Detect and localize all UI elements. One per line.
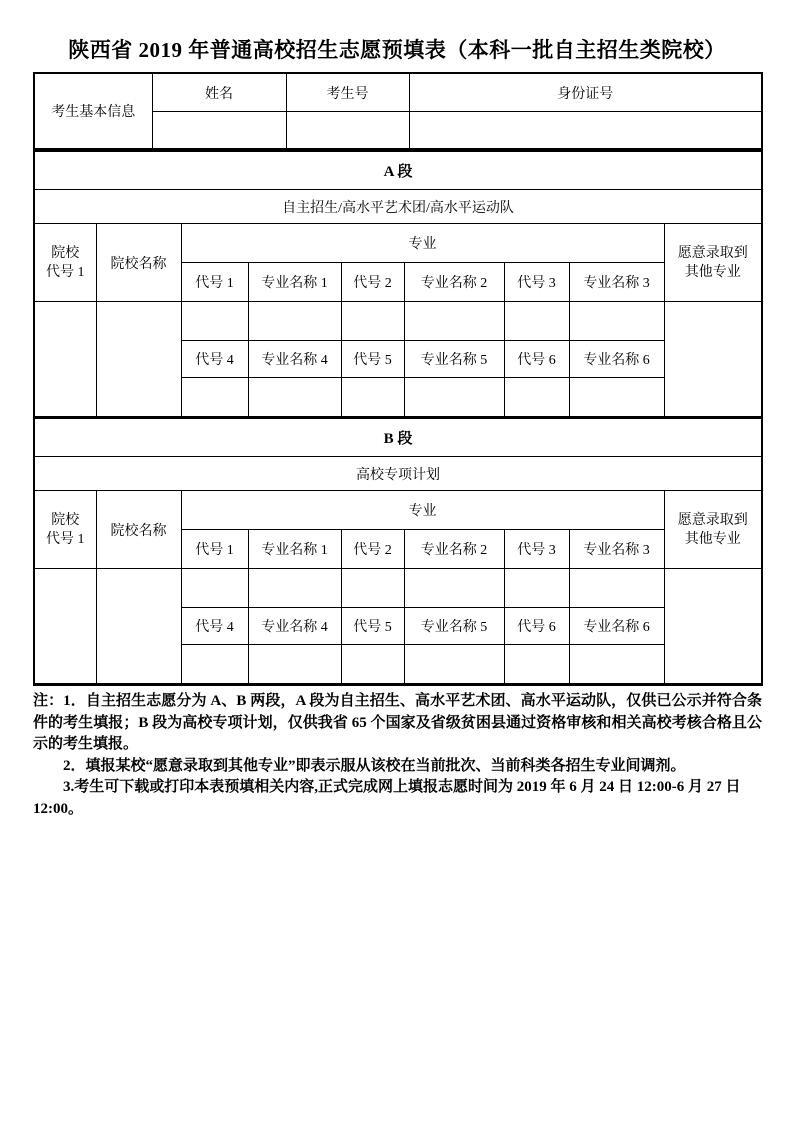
major-name-3-header: 专业名称 3 bbox=[569, 530, 664, 569]
major-code-2-header: 代号 2 bbox=[341, 530, 404, 569]
major-name-1-input-cell[interactable] bbox=[248, 569, 341, 608]
major-name-1-input-cell[interactable] bbox=[248, 302, 341, 341]
id-no-label: 身份证号 bbox=[409, 73, 762, 112]
major-name-1-header: 专业名称 1 bbox=[248, 530, 341, 569]
major-code-2-input-cell[interactable] bbox=[341, 302, 404, 341]
sections-table bbox=[33, 149, 763, 686]
college-code-input-cell[interactable] bbox=[34, 302, 96, 418]
major-code-5-input-cell[interactable] bbox=[341, 378, 404, 418]
major-name-6-header: 专业名称 6 bbox=[569, 341, 664, 378]
major-name-4-header: 专业名称 4 bbox=[248, 341, 341, 378]
major-code-5-header: 代号 5 bbox=[341, 608, 404, 645]
major-code-4-input-cell[interactable] bbox=[181, 645, 248, 685]
college-code-input-cell[interactable] bbox=[34, 569, 96, 685]
major-name-6-header: 专业名称 6 bbox=[569, 608, 664, 645]
candidate-no-input-cell[interactable] bbox=[286, 112, 409, 149]
major-code-3-input-cell[interactable] bbox=[504, 569, 569, 608]
major-code-4-header: 代号 4 bbox=[181, 341, 248, 378]
major-name-3-input-cell[interactable] bbox=[569, 569, 664, 608]
note-2: 2．填报某校“愿意录取到其他专业”即表示服从该校在当前批次、当前科类各招生专业间调剂。 bbox=[63, 757, 686, 774]
major-code-3-header: 代号 3 bbox=[504, 530, 569, 569]
footnotes bbox=[33, 691, 762, 820]
major-group-header: 专业 bbox=[181, 491, 664, 530]
college-code-header-line1: 院校 bbox=[51, 512, 80, 528]
major-name-5-input-cell[interactable] bbox=[404, 378, 504, 418]
candidate-no-label: 考生号 bbox=[286, 73, 409, 112]
major-code-1-input-cell[interactable] bbox=[181, 569, 248, 608]
college-name-input-cell[interactable] bbox=[96, 302, 181, 418]
major-group-header: 专业 bbox=[181, 224, 664, 263]
candidate-info-table bbox=[33, 72, 763, 149]
college-code-header-line2: 代号 1 bbox=[46, 264, 85, 280]
major-code-4-input-cell[interactable] bbox=[181, 378, 248, 418]
volunteer-form-table bbox=[33, 72, 761, 686]
major-code-1-header: 代号 1 bbox=[181, 263, 248, 302]
willing-other-major-line1: 愿意录取到 bbox=[677, 245, 748, 261]
major-code-2-input-cell[interactable] bbox=[341, 569, 404, 608]
college-name-input-cell[interactable] bbox=[96, 569, 181, 685]
major-name-3-header: 专业名称 3 bbox=[569, 263, 664, 302]
major-name-4-input-cell[interactable] bbox=[248, 645, 341, 685]
college-code-header-line1: 院校 bbox=[51, 245, 80, 261]
id-no-input-cell[interactable] bbox=[409, 112, 762, 149]
major-name-2-input-cell[interactable] bbox=[404, 569, 504, 608]
willing-other-major-header bbox=[664, 224, 762, 302]
major-name-5-input-cell[interactable] bbox=[404, 645, 504, 685]
major-code-5-header: 代号 5 bbox=[341, 341, 404, 378]
major-code-6-header: 代号 6 bbox=[504, 341, 569, 378]
major-name-2-input-cell[interactable] bbox=[404, 302, 504, 341]
major-code-3-input-cell[interactable] bbox=[504, 302, 569, 341]
college-code-header bbox=[34, 491, 96, 569]
note-1: 注：1．自主招生志愿分为 A、B 两段，A 段为自主招生、高水平艺术团、高水平运动队，仅供已公示并符合条件的考生填报；B 段为高校专项计划，仅供我省 65 个国家及省级贫困县通过资格审核和相关高校考核合格且公示的考生填报。 bbox=[33, 693, 762, 752]
major-code-6-input-cell[interactable] bbox=[504, 378, 569, 418]
note-3: 3.考生可下载或打印本表预填相关内容,正式完成网上填报志愿时间为 2019 年 6 月 24 日 12:00-6 月 27 日 12:00。 bbox=[33, 779, 741, 817]
major-name-2-header: 专业名称 2 bbox=[404, 530, 504, 569]
major-name-5-header: 专业名称 5 bbox=[404, 608, 504, 645]
college-name-header: 院校名称 bbox=[96, 491, 181, 569]
major-code-2-header: 代号 2 bbox=[341, 263, 404, 302]
willing-other-major-line1: 愿意录取到 bbox=[677, 512, 748, 528]
section-b-label: B 段 bbox=[34, 418, 762, 457]
college-code-header-line2: 代号 1 bbox=[46, 531, 85, 547]
major-name-2-header: 专业名称 2 bbox=[404, 263, 504, 302]
major-code-6-input-cell[interactable] bbox=[504, 645, 569, 685]
major-name-4-input-cell[interactable] bbox=[248, 378, 341, 418]
major-code-1-input-cell[interactable] bbox=[181, 302, 248, 341]
major-code-3-header: 代号 3 bbox=[504, 263, 569, 302]
college-name-header: 院校名称 bbox=[96, 224, 181, 302]
page-title: 陕西省 2019 年普通高校招生志愿预填表（本科一批自主招生类院校） bbox=[68, 38, 726, 62]
section-a-category: 自主招生/高水平艺术团/高水平运动队 bbox=[34, 190, 762, 224]
major-code-1-header: 代号 1 bbox=[181, 530, 248, 569]
major-name-1-header: 专业名称 1 bbox=[248, 263, 341, 302]
section-b-category: 高校专项计划 bbox=[34, 457, 762, 491]
name-label: 姓名 bbox=[152, 73, 286, 112]
willing-other-major-line2: 其他专业 bbox=[684, 531, 741, 547]
major-code-4-header: 代号 4 bbox=[181, 608, 248, 645]
name-input-cell[interactable] bbox=[152, 112, 286, 149]
college-code-header bbox=[34, 224, 96, 302]
major-name-3-input-cell[interactable] bbox=[569, 302, 664, 341]
major-code-6-header: 代号 6 bbox=[504, 608, 569, 645]
section-a-label: A 段 bbox=[34, 151, 762, 190]
candidate-info-group-label: 考生基本信息 bbox=[34, 73, 152, 149]
willing-other-major-input-cell[interactable] bbox=[664, 569, 762, 685]
major-name-6-input-cell[interactable] bbox=[569, 378, 664, 418]
major-name-4-header: 专业名称 4 bbox=[248, 608, 341, 645]
major-code-5-input-cell[interactable] bbox=[341, 645, 404, 685]
major-name-6-input-cell[interactable] bbox=[569, 645, 664, 685]
willing-other-major-header bbox=[664, 491, 762, 569]
willing-other-major-line2: 其他专业 bbox=[684, 264, 741, 280]
major-name-5-header: 专业名称 5 bbox=[404, 341, 504, 378]
willing-other-major-input-cell[interactable] bbox=[664, 302, 762, 418]
